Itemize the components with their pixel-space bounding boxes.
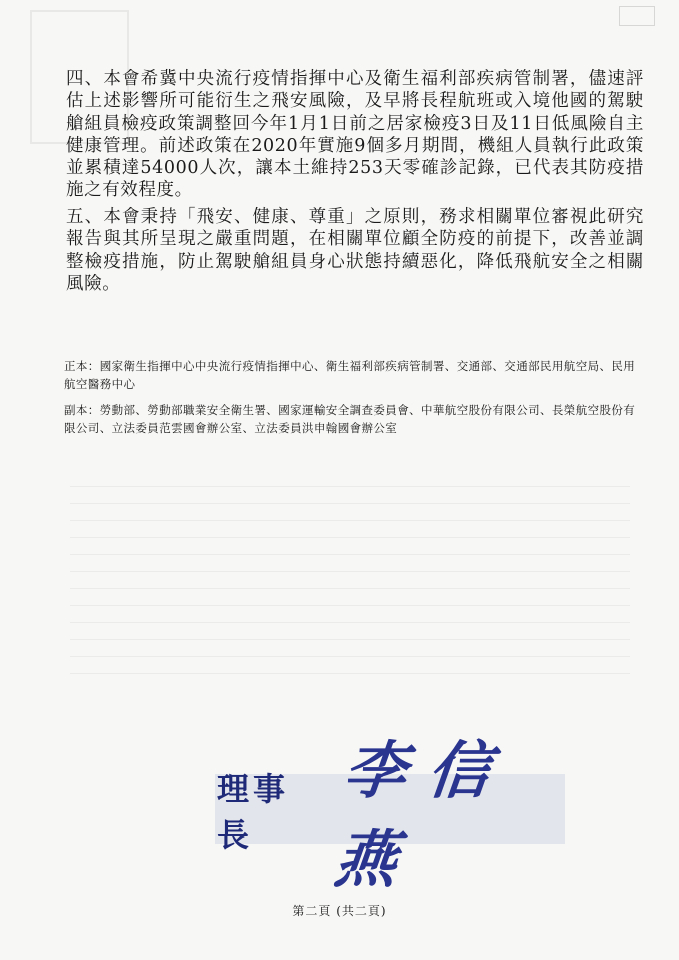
seal-name: 李信燕 (330, 733, 516, 896)
paragraph-four: 四、本會希冀中央流行疫情指揮中心及衛生福利部疾病管制署，儘速評估上述影響所可能衍生之飛安風險，及早將長程航班或入境他國的駕駛艙組員檢疫政策調整回今年1月1日前之居家檢疫3日及11日低風險自主健康管理。前述政策在2020年實施9個多月期間，機組人員執行此政策並累積達54000人次，讓本土維持253天零確診記錄，已代表其防疫措施之有效程度。 (66, 69, 644, 201)
chairman-seal (215, 733, 565, 896)
recipients-main: 正本：國家衛生指揮中心中央流行疫情指揮中心、衛生福利部疾病管制署、交通部、交通部民用航空局、民用航空醫務中心 (64, 359, 636, 391)
page-number: 第二頁 (共二頁) (292, 904, 387, 918)
corner-mark (619, 6, 655, 26)
recipients-copy: 副本：勞動部、勞動部職業安全衛生署、國家運輸安全調查委員會、中華航空股份有限公司、長榮航空股份有限公司、立法委員范雲國會辦公室、立法委員洪申翰國會辦公室 (64, 403, 636, 435)
bleed-through-area (70, 470, 630, 690)
seal-title: 理事長 (217, 769, 290, 854)
paragraph-five: 五、本會秉持「飛安、健康、尊重」之原則，務求相關單位審視此研究報告與其所呈現之嚴重問題，在相關單位顧全防疫的前提下，改善並調整檢疫措施，防止駕駛艙組員身心狀態持續惡化，降低飛航安全之相關風險。 (66, 207, 644, 294)
